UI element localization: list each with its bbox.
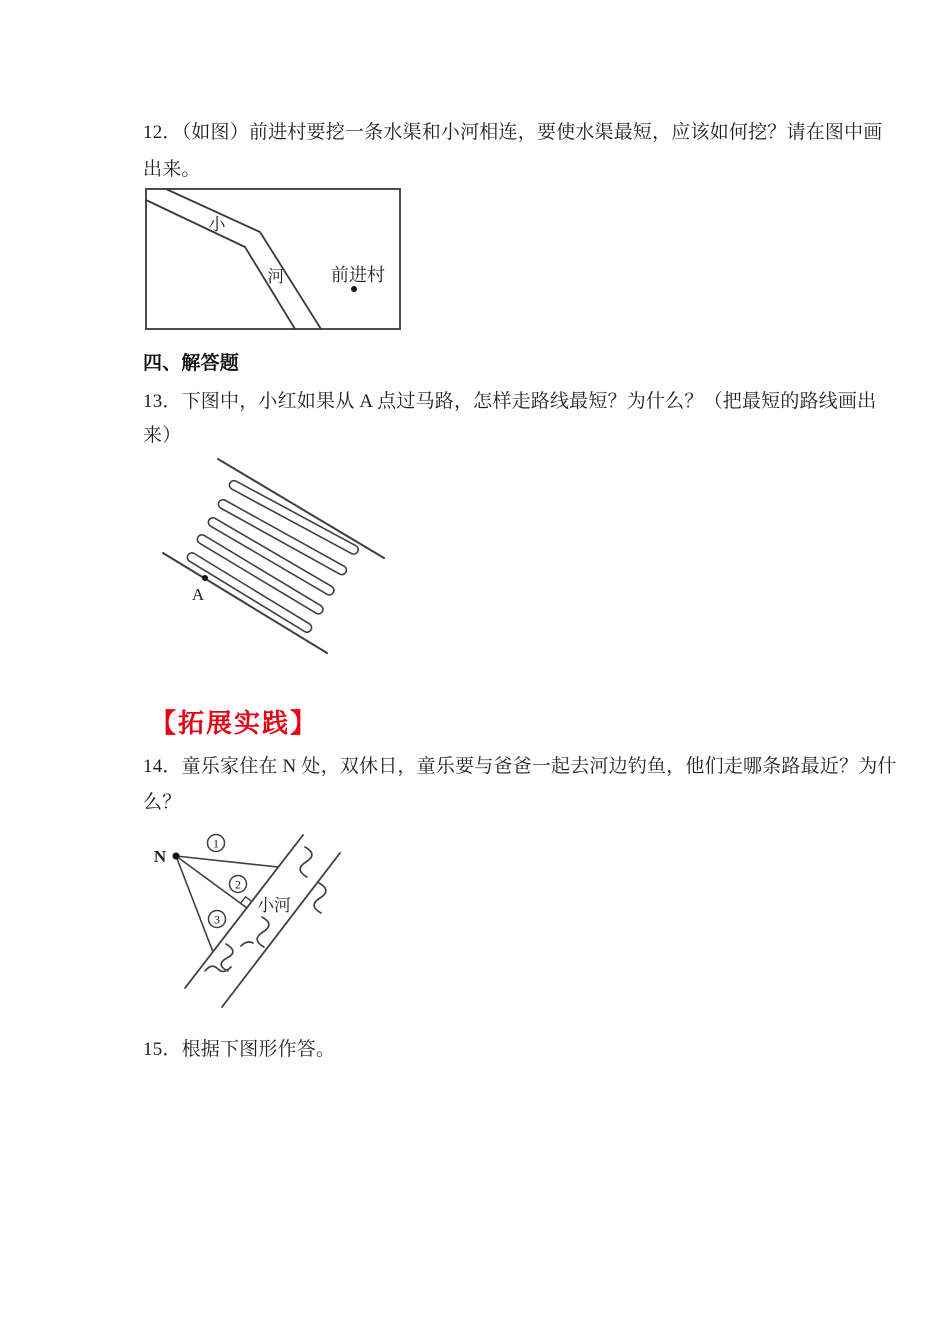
- point-a-dot: [202, 575, 208, 581]
- water-ripple: [314, 883, 326, 913]
- route-badge-3: [209, 911, 226, 928]
- question-15-text-line-1: 15．根据下图形作答。: [143, 1039, 336, 1060]
- route-badge-1: [208, 835, 225, 852]
- question-13-text-line-1: 13．下图中，小红如果从 A 点过马路，怎样走路线最短？为什么？（把最短的路线画出: [143, 391, 877, 412]
- point-a-label: A: [191, 585, 205, 604]
- question-12-text-line-1: 12．（如图）前进村要挖一条水渠和小河相连，要使水渠最短，应该如何挖？请在图中画: [143, 122, 883, 143]
- figure-road-crossing: [155, 450, 400, 665]
- practice-section-header: 【拓展实践】: [150, 708, 319, 738]
- figure-river-village: [145, 188, 401, 330]
- route-badge-3-number: 3: [214, 912, 220, 927]
- figure-border: [146, 189, 400, 329]
- route-badge-1-number: 1: [213, 836, 219, 851]
- section-4-title: 四、解答题: [143, 353, 240, 374]
- water-ripple: [257, 917, 269, 947]
- question-14-text-line-2: 么？: [143, 792, 182, 813]
- water-ripple: [300, 847, 312, 877]
- route-badge-2-number: 2: [235, 877, 241, 892]
- question-12-text-line-2: 出来。: [143, 159, 201, 180]
- point-n-dot: [173, 853, 180, 860]
- point-n-label: N: [153, 847, 167, 866]
- water-ripple-dash: [241, 942, 253, 946]
- village-point-dot: [351, 286, 357, 292]
- river-label-char-bottom: 河: [267, 267, 285, 286]
- figure-routes-to-river: [145, 820, 380, 1016]
- river-label: 小河: [257, 896, 291, 915]
- route-line-1: [176, 856, 278, 867]
- water-ripple: [205, 966, 231, 971]
- question-14-text-line-1: 14．童乐家住在 N 处，双休日，童乐要与爸爸一起去河边钓鱼，他们走哪条路最近？为什: [143, 756, 897, 777]
- route-badge-2: [230, 876, 247, 893]
- village-label: 前进村: [331, 265, 385, 285]
- river-label-char-top: 小: [208, 215, 226, 234]
- question-13-text-line-2: 来）: [143, 425, 182, 446]
